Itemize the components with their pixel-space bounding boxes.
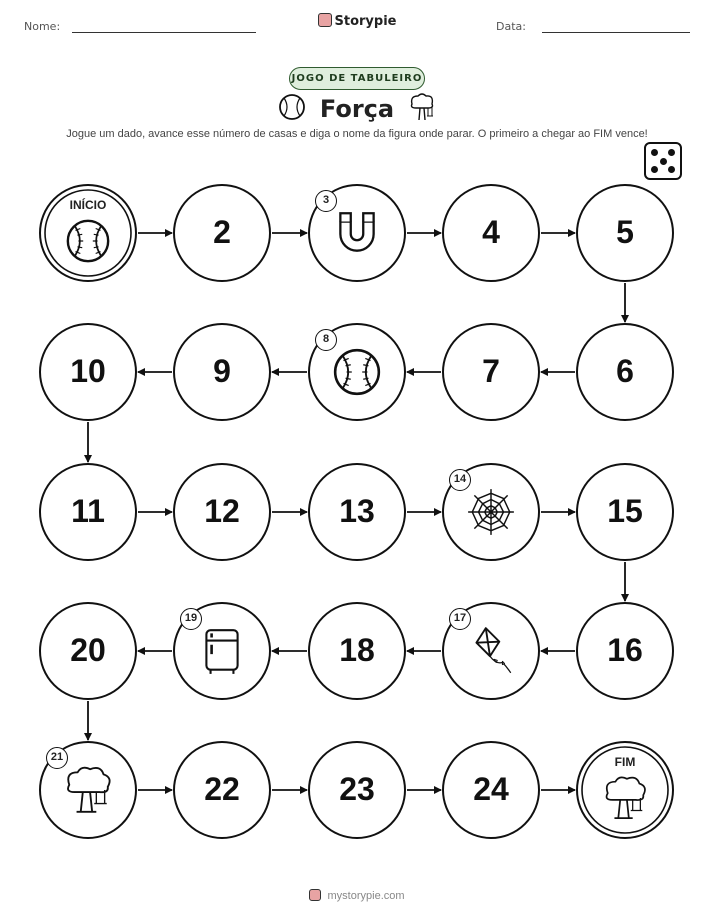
- cell-number: 7: [482, 353, 500, 389]
- spider-web-icon: [468, 489, 514, 535]
- footer-url: mystorypie.com: [327, 890, 405, 902]
- cell-number: 22: [204, 771, 240, 807]
- cell-number: 23: [339, 771, 375, 807]
- game-type-badge: JOGO DE TABULEIRO: [289, 67, 425, 90]
- refrigerator-icon: [206, 630, 237, 674]
- footer: [0, 889, 714, 902]
- baseball-icon: [335, 350, 379, 394]
- cell-number-tag: 17: [449, 608, 471, 630]
- title-text: Força: [319, 95, 395, 123]
- cell-number: 15: [607, 493, 643, 529]
- cell-number: 2: [213, 214, 231, 250]
- name-label: Nome:: [24, 20, 61, 33]
- cell-number: 6: [616, 353, 634, 389]
- cell-number-tag: 19: [180, 608, 202, 630]
- brand-name: Storypie: [334, 14, 397, 29]
- cell-number: 12: [204, 493, 240, 529]
- cell-number-tag: 8: [315, 329, 337, 351]
- instructions: Jogue um dado, avance esse número de casas e diga o nome da figura onde parar. O primeiro a chegar ao FIM vence!: [66, 128, 648, 140]
- cell-number-tag: 14: [449, 469, 471, 491]
- cell-number: 18: [339, 632, 375, 668]
- storypie-logo-icon: [309, 889, 321, 901]
- cell-number: 16: [607, 632, 643, 668]
- cell-number: 9: [213, 353, 231, 389]
- start-label: INÍCIO: [69, 198, 107, 212]
- cell-number-tag: 3: [315, 190, 337, 212]
- cell-number: 5: [616, 214, 634, 250]
- cell-number: 10: [70, 353, 106, 389]
- cell-number: 24: [473, 771, 509, 807]
- cell-number-tag: 21: [46, 747, 68, 769]
- cell-number: 20: [70, 632, 106, 668]
- cell-number: 11: [71, 493, 105, 529]
- cell-number: 4: [482, 214, 500, 250]
- baseball-icon: [68, 221, 108, 261]
- date-label: Data:: [496, 20, 526, 33]
- cell-number: 13: [339, 493, 375, 529]
- end-label: FIM: [614, 755, 636, 769]
